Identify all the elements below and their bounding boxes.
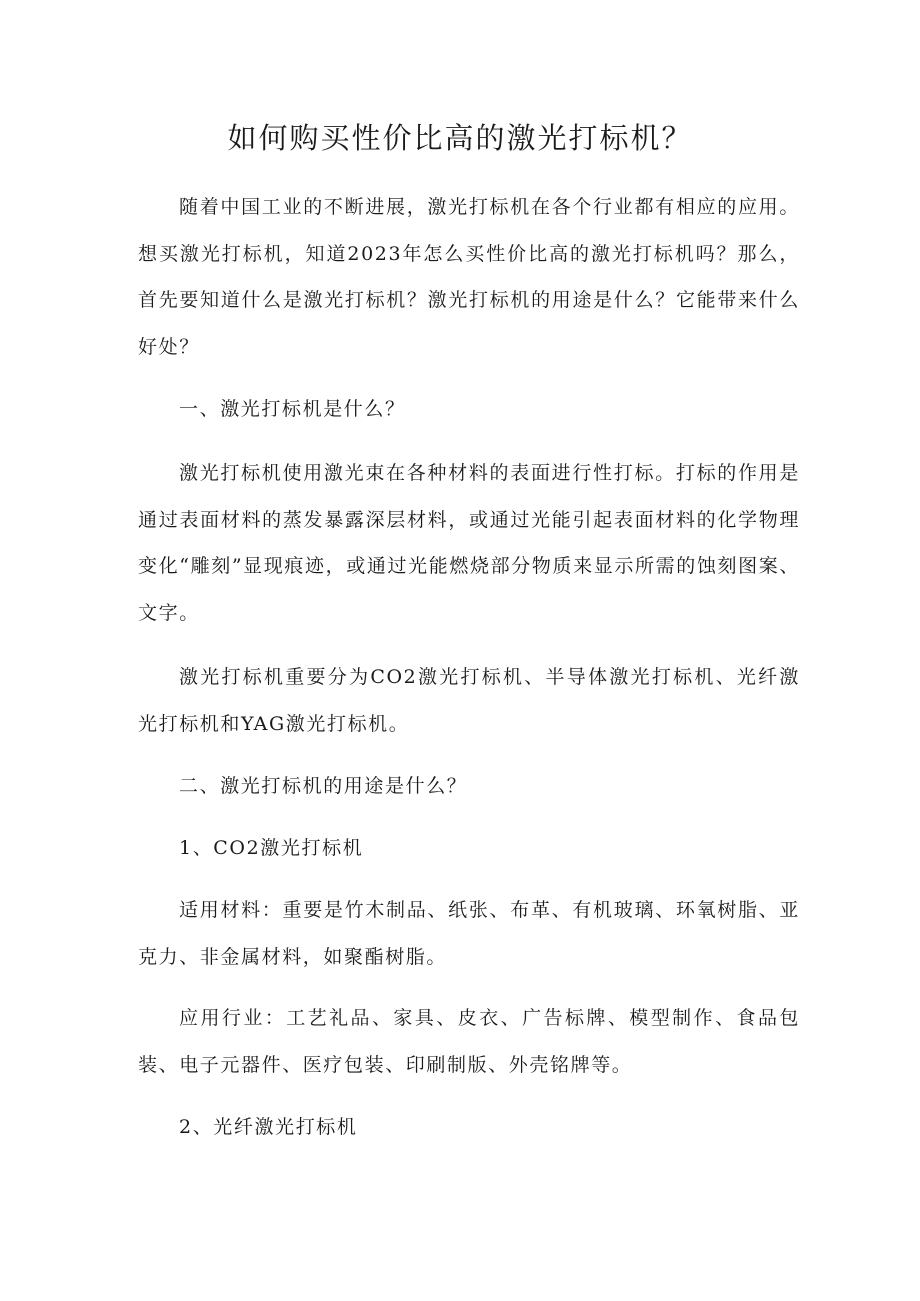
section-1-paragraph-1: 激光打标机使用激光束在各种材料的表面进行性打标。打标的作用是通过表面材料的蒸发暴露深层材料，或通过光能引起表面材料的化学物理变化“雕刻”显现痕迹，或通过光能燃烧部分物质来显示所需的蚀刻图案、文字。 — [138, 462, 800, 624]
section-1-paragraph-2: 激光打标机重要分为CO2激光打标机、半导体激光打标机、光纤激光打标机和YAG激光打标机。 — [138, 666, 800, 735]
subsection-2-heading: 2、光纤激光打标机 — [179, 1116, 358, 1138]
intro-paragraph: 随着中国工业的不断进展，激光打标机在各个行业都有相应的应用。想买激光打标机，知道2023年怎么买性价比高的激光打标机吗？那么，首先要知道什么是激光打标机？激光打标机的用途是什么？它能带来什么好处？ — [138, 196, 800, 358]
subsection-1-heading: 1、CO2激光打标机 — [179, 837, 364, 859]
section-1-heading: 一、激光打标机是什么？ — [179, 398, 406, 420]
section-2-heading: 二、激光打标机的用途是什么？ — [179, 775, 468, 797]
document-title: 如何购买性价比高的激光打标机？ — [227, 121, 693, 155]
subsection-1-industries: 应用行业：工艺礼品、家具、皮衣、广告标牌、模型制作、食品包装、电子元器件、医疗包装、印刷制版、外壳铭牌等。 — [138, 1007, 800, 1076]
subsection-1-materials: 适用材料：重要是竹木制品、纸张、布革、有机玻璃、环氧树脂、亚克力、非金属材料，如聚酯树脂。 — [138, 899, 800, 968]
